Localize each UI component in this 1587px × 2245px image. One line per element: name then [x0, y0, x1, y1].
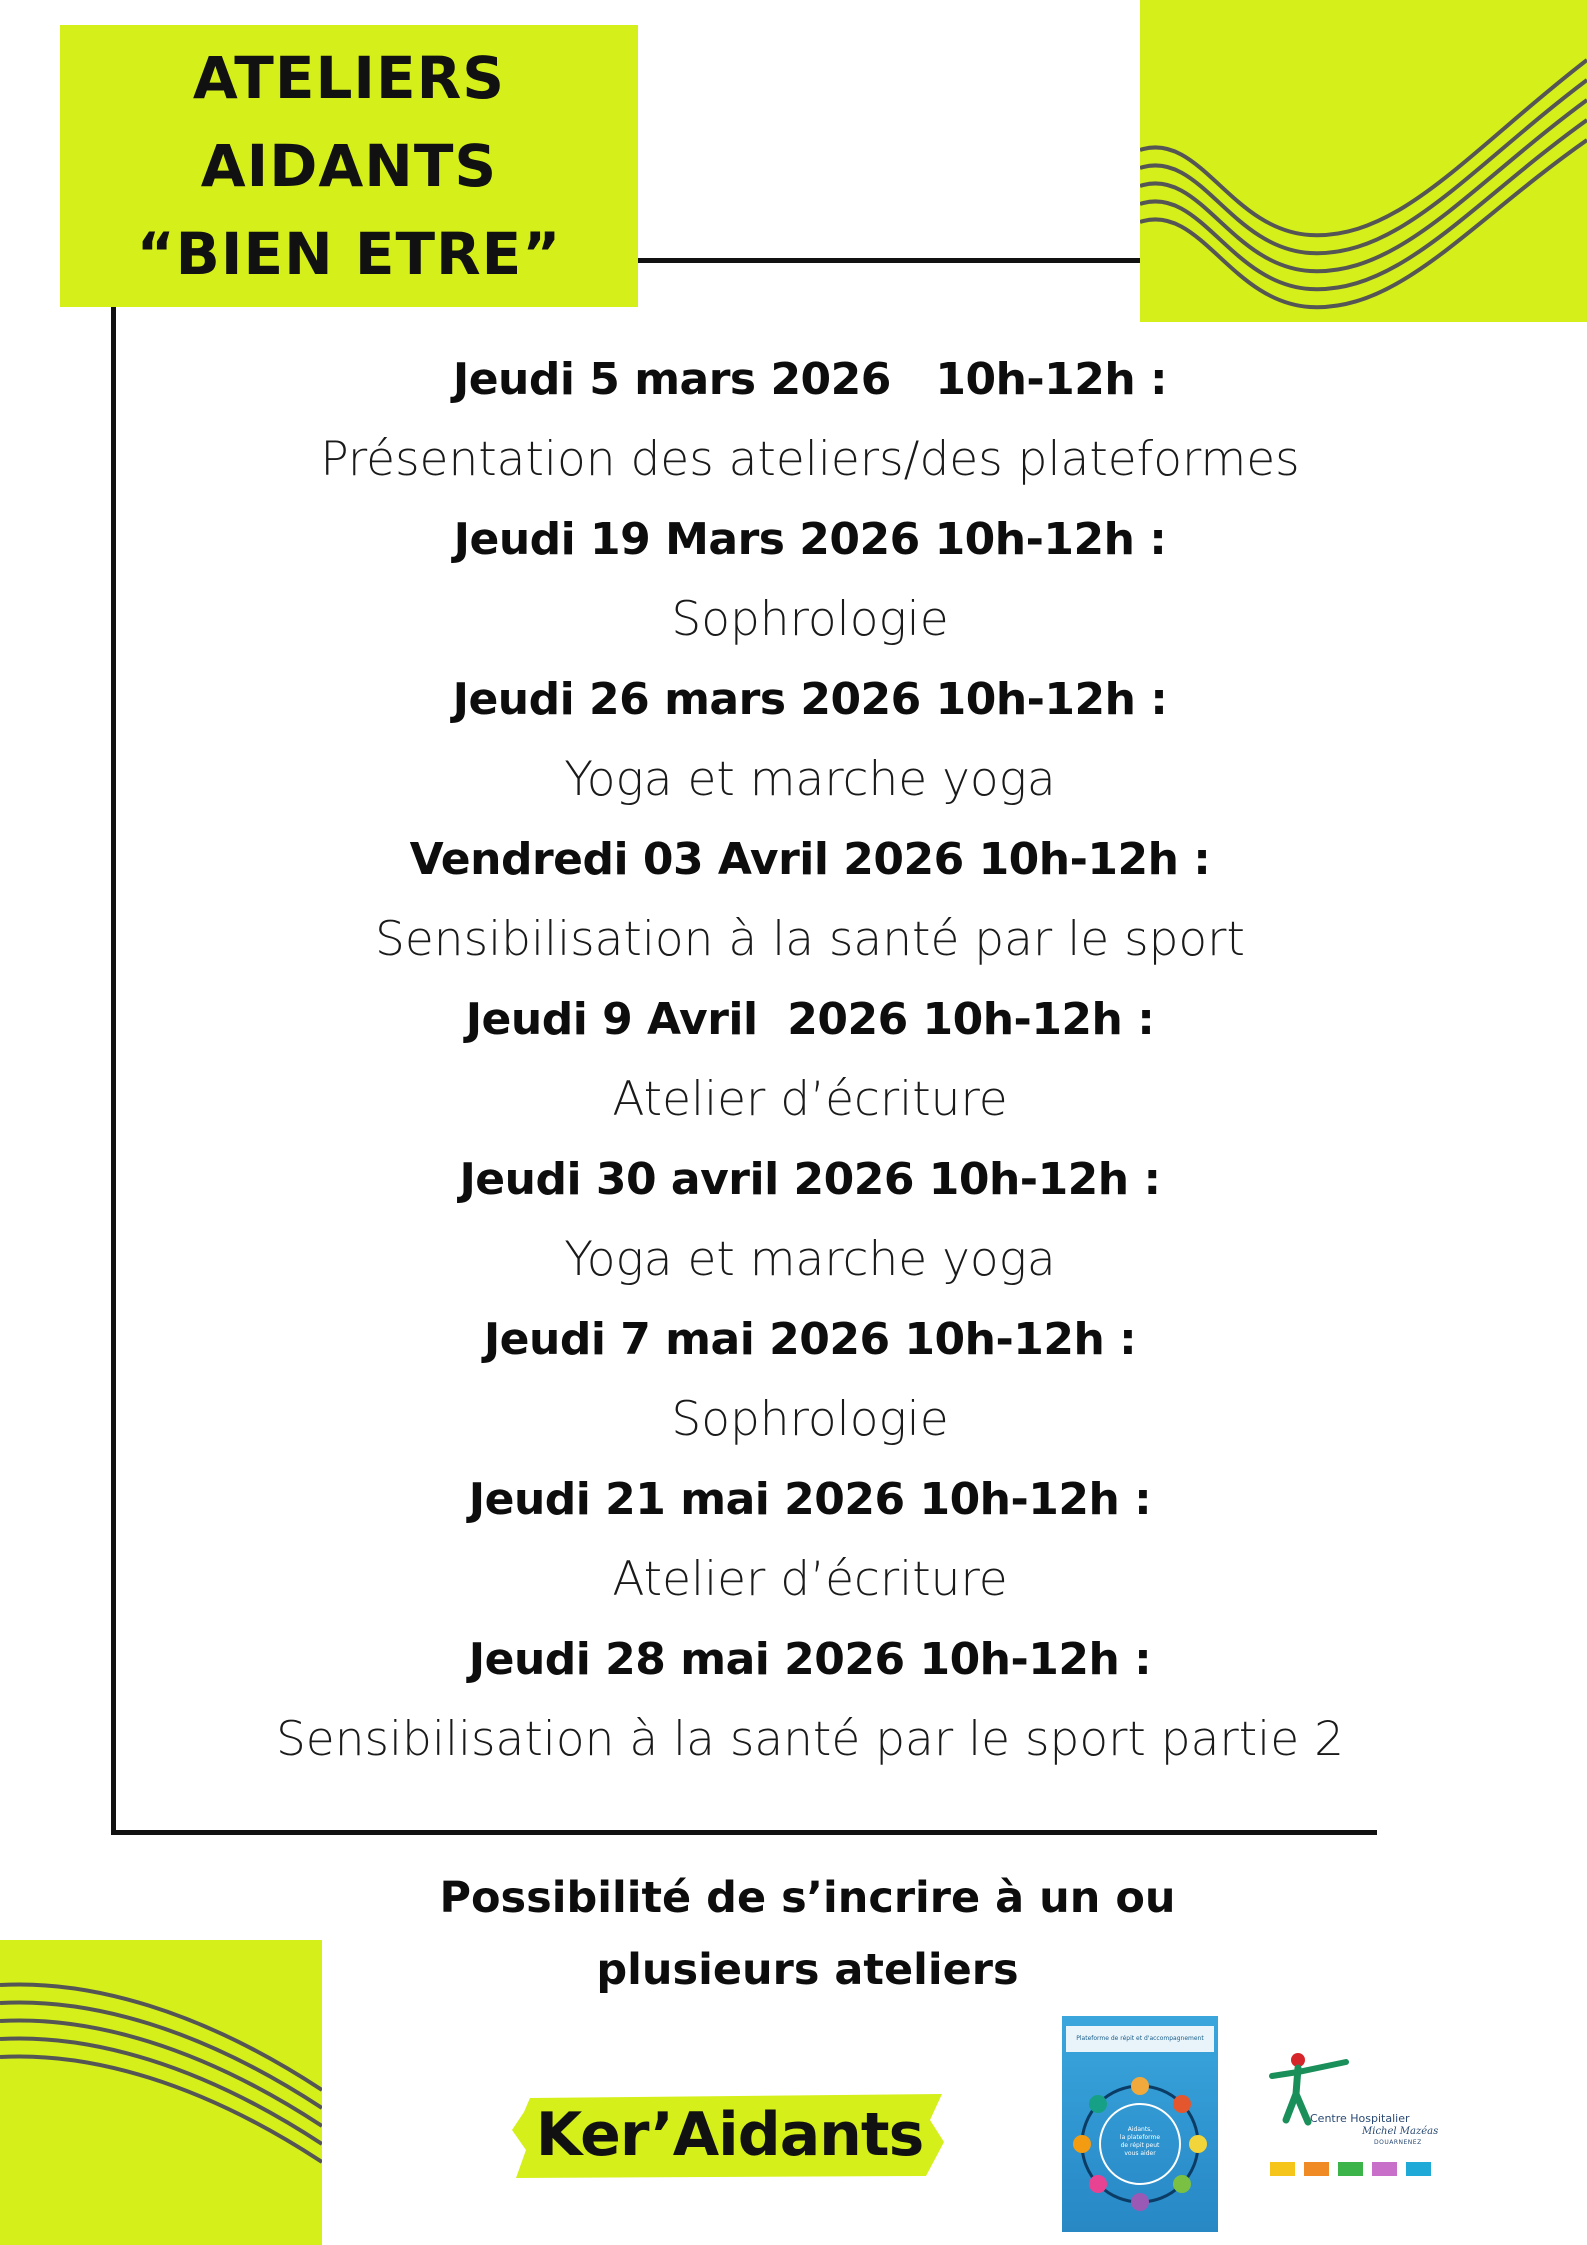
color-square-green [1338, 2162, 1363, 2176]
session-topic: Sensibilisation à la santé par le sport [375, 912, 1245, 967]
color-square-yellow [1270, 2162, 1295, 2176]
session-item [120, 1300, 1500, 1460]
wavy-lines-icon [1140, 0, 1587, 322]
decorative-wave-block-top [1140, 0, 1587, 322]
session-item [120, 660, 1500, 820]
hospital-name: Centre Hospitalier [1310, 2112, 1410, 2125]
session-topic: Atelier d’écriture [612, 1072, 1008, 1127]
session-topic: Sensibilisation à la santé par le sport partie 2 [275, 1712, 1345, 1767]
hospital-logo [1262, 2050, 1452, 2190]
registration-note [300, 1862, 1315, 2006]
session-topic: Yoga et marche yoga [564, 1232, 1056, 1287]
booklet-caption: Aidants, la plateforme de répit peut vous aider [1119, 2126, 1161, 2157]
title-line-2: AIDANTS [200, 132, 498, 200]
title-block [60, 25, 638, 307]
session-topic: Sophrologie [671, 1392, 949, 1447]
session-date: Jeudi 5 mars 2026 10h-12h : [452, 354, 1168, 405]
color-square-purple [1372, 2162, 1397, 2176]
frame-left-line [111, 307, 116, 1835]
session-date: Jeudi 7 mai 2026 10h-12h : [483, 1314, 1137, 1365]
title-line-1: ATELIERS [192, 44, 506, 112]
booklet-header-text: Plateforme de répit et d'accompagnement [1076, 2035, 1204, 2042]
session-date: Jeudi 30 avril 2026 10h-12h : [459, 1154, 1161, 1205]
session-topic: Atelier d’écriture [612, 1552, 1008, 1607]
session-topic: Présentation des ateliers/des plateformes [320, 432, 1300, 487]
session-date: Jeudi 26 mars 2026 10h-12h : [452, 674, 1168, 725]
title-line-3: “BIEN ETRE” [136, 220, 562, 288]
session-date: Jeudi 9 Avril 2026 10h-12h : [465, 994, 1155, 1045]
booklet-header [1066, 2026, 1214, 2052]
session-item [120, 340, 1500, 500]
session-date: Vendredi 03 Avril 2026 10h-12h : [409, 834, 1211, 885]
session-date: Jeudi 28 mai 2026 10h-12h : [468, 1634, 1152, 1685]
session-item [120, 1620, 1500, 1780]
schedule-list [120, 340, 1500, 1780]
session-item [120, 1460, 1500, 1620]
registration-note-line-1: Possibilité de s’incrire à un ou [439, 1873, 1176, 1923]
hospital-subtitle: Michel Mazéas [1362, 2126, 1439, 2137]
wavy-lines-icon [0, 1940, 322, 2245]
keraidants-logo [512, 2090, 947, 2180]
color-square-orange [1304, 2162, 1329, 2176]
frame-top-line [638, 258, 1140, 263]
frame-bottom-line [111, 1830, 1377, 1835]
keraidants-wordmark: Ker’Aidants [535, 2100, 924, 2170]
session-date: Jeudi 19 Mars 2026 10h-12h : [453, 514, 1167, 565]
hospital-city: DOUARNENEZ [1374, 2139, 1422, 2146]
session-item [120, 500, 1500, 660]
session-topic: Sophrologie [671, 592, 949, 647]
decorative-wave-block-bottom [0, 1940, 322, 2245]
session-topic: Yoga et marche yoga [564, 752, 1056, 807]
platform-booklet-image [1062, 2016, 1218, 2232]
registration-note-line-2: plusieurs ateliers [596, 1945, 1019, 1995]
session-item [120, 1140, 1500, 1300]
session-item [120, 820, 1500, 980]
session-date: Jeudi 21 mai 2026 10h-12h : [468, 1474, 1152, 1525]
color-square-blue [1406, 2162, 1431, 2176]
session-item [120, 980, 1500, 1140]
